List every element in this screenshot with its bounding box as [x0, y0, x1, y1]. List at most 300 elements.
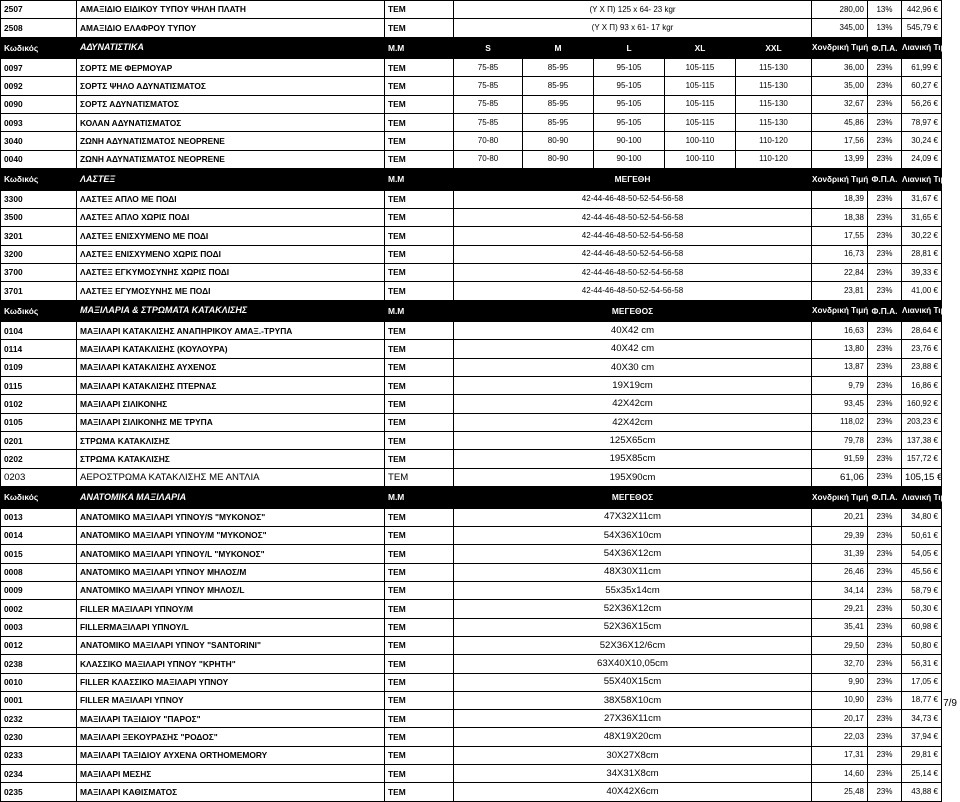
product-size: 195X90cm — [454, 468, 812, 486]
product-unit: TEM — [385, 150, 454, 168]
wholesale-price: 32,70 — [812, 655, 868, 673]
wholesale-price: 23,81 — [812, 282, 868, 300]
product-name: ΣΤΡΩΜΑ ΚΑΤΑΚΛΙΣΗΣ — [77, 450, 385, 468]
product-code: 0230 — [1, 728, 77, 746]
size-range: 85-95 — [523, 77, 594, 95]
size-header: L — [594, 37, 665, 59]
product-unit: TEM — [385, 508, 454, 526]
product-name: ΜΑΞΙΛΑΡΙ ΞΕΚΟΥΡΑΣΗΣ "ΡΟΔΟΣ" — [77, 728, 385, 746]
size-range: 75-85 — [454, 59, 523, 77]
product-row — [1, 673, 942, 691]
wholesale-price: 13,87 — [812, 358, 868, 376]
size-range: 105-115 — [665, 77, 736, 95]
product-size: 40X30 cm — [454, 358, 812, 376]
product-code: 0013 — [1, 508, 77, 526]
product-row — [1, 450, 942, 468]
retail-price: 203,23 € — [902, 413, 942, 431]
vat-rate: 23% — [868, 636, 902, 654]
product-size: 52X36X15cm — [454, 618, 812, 636]
product-name: ΜΑΞΙΛΑΡΙ ΚΑΘΙΣΜΑΤΟΣ — [77, 783, 385, 801]
section-header-row — [1, 37, 942, 59]
product-row — [1, 227, 942, 245]
product-code: 0104 — [1, 322, 77, 340]
product-name: ΜΑΞΙΛΑΡΙ ΚΑΤΑΚΛΙΣΗΣ ΑΝΑΠΗΡΙΚΟΥ ΑΜΑΞ.-ΤΡΥΠΑ — [77, 322, 385, 340]
product-code: 0102 — [1, 395, 77, 413]
retail-price: 56,26 € — [902, 95, 942, 113]
product-row — [1, 59, 942, 77]
retail-price: 50,80 € — [902, 636, 942, 654]
retail-price: 39,33 € — [902, 263, 942, 281]
product-size: 30X27X8cm — [454, 746, 812, 764]
product-unit: TEM — [385, 377, 454, 395]
wholesale-price: 13,80 — [812, 340, 868, 358]
size-range: 90-100 — [594, 132, 665, 150]
wholesale-price: 9,90 — [812, 673, 868, 691]
product-code: 0093 — [1, 114, 77, 132]
code-header: Κωδικός — [1, 300, 77, 322]
product-size: 52X36X12/6cm — [454, 636, 812, 654]
size-range: 115-130 — [736, 59, 812, 77]
retail-price: 60,27 € — [902, 77, 942, 95]
unit-header: M.M — [385, 37, 454, 59]
wholesale-header: Χονδρική Τιμή — [812, 37, 868, 59]
code-header: Κωδικός — [1, 169, 77, 191]
product-unit: TEM — [385, 395, 454, 413]
product-row — [1, 526, 942, 544]
product-unit: TEM — [385, 95, 454, 113]
vat-rate: 23% — [868, 728, 902, 746]
product-name: ΚΛΑΣΣΙΚΟ ΜΑΞΙΛΑΡΙ ΥΠΝΟΥ "ΚΡΗΤΗ" — [77, 655, 385, 673]
retail-price: 41,00 € — [902, 282, 942, 300]
product-size: 48X19X20cm — [454, 728, 812, 746]
vat-rate: 23% — [868, 95, 902, 113]
retail-price: 58,79 € — [902, 581, 942, 599]
vat-rate: 23% — [868, 563, 902, 581]
retail-price: 137,38 € — [902, 432, 942, 450]
product-unit: TEM — [385, 322, 454, 340]
product-row — [1, 468, 942, 486]
vat-rate: 23% — [868, 432, 902, 450]
size-header: S — [454, 37, 523, 59]
product-name: ΑΝΑΤΟΜΙΚΟ ΜΑΞΙΛΑΡΙ ΥΠΝΟΥ/Μ "ΜΥΚΟΝΟΣ" — [77, 526, 385, 544]
size-range: 70-80 — [454, 150, 523, 168]
product-row — [1, 395, 942, 413]
vat-rate: 23% — [868, 526, 902, 544]
wholesale-price: 280,00 — [812, 1, 868, 19]
product-name: ΑΜΑΞΙΔΙΟ ΕΙΔΙΚΟΥ ΤΥΠΟΥ ΨΗΛΗ ΠΛΑΤΗ — [77, 1, 385, 19]
size-range: 115-130 — [736, 77, 812, 95]
product-unit: TEM — [385, 636, 454, 654]
page-number: 7/9 — [943, 698, 957, 709]
product-size: (Υ Χ Π) 125 x 64- 23 kgr — [454, 1, 812, 19]
vat-rate: 13% — [868, 1, 902, 19]
product-row — [1, 618, 942, 636]
retail-price: 17,05 € — [902, 673, 942, 691]
product-row — [1, 95, 942, 113]
product-unit: TEM — [385, 190, 454, 208]
vat-rate: 23% — [868, 227, 902, 245]
retail-price: 160,92 € — [902, 395, 942, 413]
vat-rate: 23% — [868, 114, 902, 132]
wholesale-header: Χονδρική Τιμή — [812, 169, 868, 191]
product-unit: TEM — [385, 59, 454, 77]
wholesale-price: 118,02 — [812, 413, 868, 431]
product-unit: TEM — [385, 581, 454, 599]
wholesale-price: 35,00 — [812, 77, 868, 95]
wholesale-price: 35,41 — [812, 618, 868, 636]
vat-rate: 23% — [868, 673, 902, 691]
code-header: Κωδικός — [1, 37, 77, 59]
size-range: 85-95 — [523, 95, 594, 113]
product-row — [1, 19, 942, 37]
product-code: 0233 — [1, 746, 77, 764]
wholesale-price: 14,60 — [812, 765, 868, 783]
size-header: ΜΕΓΕΘΗ — [454, 169, 812, 191]
wholesale-price: 45,86 — [812, 114, 868, 132]
wholesale-price: 9,79 — [812, 377, 868, 395]
retail-price: 18,77 € — [902, 691, 942, 709]
product-code: 3201 — [1, 227, 77, 245]
product-code: 0115 — [1, 377, 77, 395]
product-size: 42-44-46-48-50-52-54-56-58 — [454, 245, 812, 263]
product-size: 42X42cm — [454, 413, 812, 431]
size-range: 115-130 — [736, 114, 812, 132]
product-row — [1, 655, 942, 673]
retail-price: 24,09 € — [902, 150, 942, 168]
product-code: 0201 — [1, 432, 77, 450]
product-code: 3040 — [1, 132, 77, 150]
product-code: 0202 — [1, 450, 77, 468]
product-name: ΣΟΡΤΣ ΑΔΥΝΑΤΙΣΜΑΤΟΣ — [77, 95, 385, 113]
size-range: 90-100 — [594, 150, 665, 168]
product-name: ΑΝΑΤΟΜΙΚΟ ΜΑΞΙΛΑΡΙ ΥΠΝΟΥ/S "ΜΥΚΟΝΟΣ" — [77, 508, 385, 526]
product-unit: TEM — [385, 1, 454, 19]
product-unit: TEM — [385, 114, 454, 132]
product-size: 38X58X10cm — [454, 691, 812, 709]
wholesale-price: 22,84 — [812, 263, 868, 281]
size-range: 95-105 — [594, 77, 665, 95]
product-code: 0234 — [1, 765, 77, 783]
retail-price: 34,80 € — [902, 508, 942, 526]
product-name: ΑΝΑΤΟΜΙΚΟ ΜΑΞΙΛΑΡΙ ΥΠΝΟΥ/L "ΜΥΚΟΝΟΣ" — [77, 545, 385, 563]
product-name: ΜΑΞΙΛΑΡΙ ΜΕΣΗΣ — [77, 765, 385, 783]
product-unit: TEM — [385, 413, 454, 431]
product-size: 42-44-46-48-50-52-54-56-58 — [454, 190, 812, 208]
size-header: M — [523, 37, 594, 59]
product-code: 3200 — [1, 245, 77, 263]
product-name: ΜΑΞΙΛΑΡΙ ΚΑΤΑΚΛΙΣΗΣ ΑΥΧΕΝΟΣ — [77, 358, 385, 376]
wholesale-price: 10,90 — [812, 691, 868, 709]
product-size: 47X32X11cm — [454, 508, 812, 526]
product-code: 0014 — [1, 526, 77, 544]
product-unit: TEM — [385, 710, 454, 728]
wholesale-price: 20,17 — [812, 710, 868, 728]
category-title: ΑΝΑΤΟΜΙΚΑ ΜΑΞΙΛΑΡΙΑ — [77, 487, 385, 509]
vat-rate: 23% — [868, 208, 902, 226]
wholesale-price: 18,39 — [812, 190, 868, 208]
product-code: 0090 — [1, 95, 77, 113]
product-unit: TEM — [385, 691, 454, 709]
size-range: 105-115 — [665, 95, 736, 113]
product-row — [1, 710, 942, 728]
product-unit: TEM — [385, 468, 454, 486]
product-name: FILLER ΚΛΑΣΣΙΚΟ ΜΑΞΙΛΑΡΙ ΥΠΝΟΥ — [77, 673, 385, 691]
product-unit: TEM — [385, 77, 454, 95]
unit-header: M.M — [385, 169, 454, 191]
product-name: ΜΑΞΙΛΑΡΙ ΣΙΛΙΚΟΝΗΣ ΜΕ ΤΡΥΠΑ — [77, 413, 385, 431]
wholesale-price: 25,48 — [812, 783, 868, 801]
vat-rate: 23% — [868, 59, 902, 77]
product-name: ΖΩΝΗ ΑΔΥΝΑΤΙΣΜΑΤΟΣ NEOPRENE — [77, 132, 385, 150]
size-range: 95-105 — [594, 114, 665, 132]
product-code: 0092 — [1, 77, 77, 95]
product-code: 3701 — [1, 282, 77, 300]
retail-price: 157,72 € — [902, 450, 942, 468]
product-name: ΣΟΡΤΣ ΨΗΛΟ ΑΔΥΝΑΤΙΣΜΑΤΟΣ — [77, 77, 385, 95]
vat-rate: 23% — [868, 581, 902, 599]
product-size: 27X36X11cm — [454, 710, 812, 728]
retail-price: 30,24 € — [902, 132, 942, 150]
retail-header: Λιανική Τιμή — [902, 169, 942, 191]
vat-rate: 23% — [868, 282, 902, 300]
wholesale-price: 29,50 — [812, 636, 868, 654]
vat-rate: 23% — [868, 545, 902, 563]
product-name: ΜΑΞΙΛΑΡΙ ΚΑΤΑΚΛΙΣΗΣ (ΚΟΥΛΟΥΡΑ) — [77, 340, 385, 358]
retail-price: 31,67 € — [902, 190, 942, 208]
product-code: 0105 — [1, 413, 77, 431]
product-row — [1, 282, 942, 300]
wholesale-price: 36,00 — [812, 59, 868, 77]
product-code: 2508 — [1, 19, 77, 37]
retail-price: 54,05 € — [902, 545, 942, 563]
product-unit: TEM — [385, 432, 454, 450]
vat-header: Φ.Π.Α. — [868, 487, 902, 509]
section-header-row — [1, 300, 942, 322]
wholesale-price: 17,56 — [812, 132, 868, 150]
product-code: 0001 — [1, 691, 77, 709]
size-range: 75-85 — [454, 114, 523, 132]
category-title: ΑΔΥΝΑΤΙΣΤΙΚΑ — [77, 37, 385, 59]
product-name: ΑΝΑΤΟΜΙΚΟ ΜΑΞΙΛΑΡΙ ΥΠΝΟΥ ΜΗΛΟΣ/L — [77, 581, 385, 599]
vat-rate: 23% — [868, 783, 902, 801]
product-code: 0232 — [1, 710, 77, 728]
vat-rate: 23% — [868, 691, 902, 709]
size-header: XL — [665, 37, 736, 59]
vat-rate: 23% — [868, 468, 902, 486]
product-code: 0010 — [1, 673, 77, 691]
product-row — [1, 114, 942, 132]
product-row — [1, 358, 942, 376]
product-code: 2507 — [1, 1, 77, 19]
size-range: 75-85 — [454, 77, 523, 95]
size-range: 80-90 — [523, 150, 594, 168]
product-name: ΜΑΞΙΛΑΡΙ ΚΑΤΑΚΛΙΣΗΣ ΠΤΕΡΝΑΣ — [77, 377, 385, 395]
product-unit: TEM — [385, 545, 454, 563]
size-range: 110-120 — [736, 150, 812, 168]
product-unit: TEM — [385, 765, 454, 783]
vat-rate: 23% — [868, 413, 902, 431]
retail-price: 545,79 € — [902, 19, 942, 37]
product-row — [1, 340, 942, 358]
product-row — [1, 208, 942, 226]
product-size: 54X36X12cm — [454, 545, 812, 563]
product-code: 0008 — [1, 563, 77, 581]
product-row — [1, 508, 942, 526]
product-row — [1, 581, 942, 599]
size-range: 105-115 — [665, 59, 736, 77]
retail-price: 23,76 € — [902, 340, 942, 358]
vat-rate: 23% — [868, 322, 902, 340]
size-header: ΜΕΓΕΘΟΣ — [454, 487, 812, 509]
vat-header: Φ.Π.Α. — [868, 169, 902, 191]
product-row — [1, 377, 942, 395]
vat-rate: 23% — [868, 710, 902, 728]
product-row — [1, 132, 942, 150]
product-size: 55x35x14cm — [454, 581, 812, 599]
retail-price: 30,22 € — [902, 227, 942, 245]
vat-header: Φ.Π.Α. — [868, 300, 902, 322]
size-range: 85-95 — [523, 114, 594, 132]
product-row — [1, 1, 942, 19]
vat-rate: 23% — [868, 340, 902, 358]
wholesale-price: 26,46 — [812, 563, 868, 581]
product-size: 48X30X11cm — [454, 563, 812, 581]
product-code: 0203 — [1, 468, 77, 486]
product-name: FILLERΜΑΞΙΛΑΡΙ ΥΠΝΟΥ/L — [77, 618, 385, 636]
product-size: 42-44-46-48-50-52-54-56-58 — [454, 282, 812, 300]
product-name: ΑΝΑΤΟΜΙΚΟ ΜΑΞΙΛΑΡΙ ΥΠΝΟΥ "SANTORINI" — [77, 636, 385, 654]
product-code: 0238 — [1, 655, 77, 673]
product-name: ΣΟΡΤΣ ΜΕ ΦΕΡΜΟΥΑΡ — [77, 59, 385, 77]
product-unit: TEM — [385, 282, 454, 300]
wholesale-price: 18,38 — [812, 208, 868, 226]
section-header-row — [1, 169, 942, 191]
product-name: ΛΑΣΤΕΞ ΕΓΚΥΜΟΣΥΝΗΣ ΧΩΡΙΣ ΠΟΔΙ — [77, 263, 385, 281]
product-name: ΣΤΡΩΜΑ ΚΑΤΑΚΛΙΣΗΣ — [77, 432, 385, 450]
wholesale-price: 20,21 — [812, 508, 868, 526]
product-unit: TEM — [385, 600, 454, 618]
vat-rate: 23% — [868, 358, 902, 376]
product-unit: TEM — [385, 208, 454, 226]
retail-price: 43,88 € — [902, 783, 942, 801]
vat-rate: 23% — [868, 765, 902, 783]
size-range: 95-105 — [594, 95, 665, 113]
vat-rate: 23% — [868, 77, 902, 95]
product-size: 42-44-46-48-50-52-54-56-58 — [454, 227, 812, 245]
product-unit: TEM — [385, 783, 454, 801]
size-range: 105-115 — [665, 114, 736, 132]
product-row — [1, 636, 942, 654]
size-range: 95-105 — [594, 59, 665, 77]
product-row — [1, 563, 942, 581]
product-code: 0002 — [1, 600, 77, 618]
product-row — [1, 150, 942, 168]
retail-header: Λιανική Τιμή — [902, 300, 942, 322]
product-name: ΛΑΣΤΕΞ ΑΠΛΟ ΧΩΡΙΣ ΠΟΔΙ — [77, 208, 385, 226]
unit-header: M.M — [385, 487, 454, 509]
product-size: 40X42 cm — [454, 340, 812, 358]
product-row — [1, 322, 942, 340]
size-range: 75-85 — [454, 95, 523, 113]
product-row — [1, 77, 942, 95]
vat-rate: 23% — [868, 618, 902, 636]
wholesale-price: 29,21 — [812, 600, 868, 618]
retail-price: 60,98 € — [902, 618, 942, 636]
product-name: ΑΝΑΤΟΜΙΚΟ ΜΑΞΙΛΑΡΙ ΥΠΝΟΥ ΜΗΛΟΣ/Μ — [77, 563, 385, 581]
product-code: 0235 — [1, 783, 77, 801]
product-size: 34X31X8cm — [454, 765, 812, 783]
vat-rate: 23% — [868, 377, 902, 395]
product-unit: TEM — [385, 728, 454, 746]
product-unit: TEM — [385, 132, 454, 150]
product-row — [1, 600, 942, 618]
size-range: 80-90 — [523, 132, 594, 150]
wholesale-price: 91,59 — [812, 450, 868, 468]
product-size: 52X36X12cm — [454, 600, 812, 618]
product-name: FILLER ΜΑΞΙΛΑΡΙ ΥΠΝΟΥ — [77, 691, 385, 709]
product-size: 19X19cm — [454, 377, 812, 395]
product-unit: TEM — [385, 245, 454, 263]
retail-price: 28,81 € — [902, 245, 942, 263]
wholesale-price: 16,63 — [812, 322, 868, 340]
product-code: 0109 — [1, 358, 77, 376]
product-name: ΑΕΡΟΣΤΡΩΜΑ ΚΑΤΑΚΛΙΣΗΣ ΜΕ ΑΝΤΛΙΑ — [77, 468, 385, 486]
retail-price: 34,73 € — [902, 710, 942, 728]
wholesale-price: 79,78 — [812, 432, 868, 450]
product-code: 0015 — [1, 545, 77, 563]
retail-price: 16,86 € — [902, 377, 942, 395]
product-size: 42-44-46-48-50-52-54-56-58 — [454, 208, 812, 226]
product-unit: TEM — [385, 673, 454, 691]
vat-header: Φ.Π.Α. — [868, 37, 902, 59]
product-code: 0114 — [1, 340, 77, 358]
retail-price: 56,31 € — [902, 655, 942, 673]
vat-rate: 23% — [868, 245, 902, 263]
vat-rate: 23% — [868, 150, 902, 168]
size-header: ΜΕΓΕΘΟΣ — [454, 300, 812, 322]
product-unit: TEM — [385, 618, 454, 636]
wholesale-price: 22,03 — [812, 728, 868, 746]
wholesale-header: Χονδρική Τιμή — [812, 300, 868, 322]
product-unit: TEM — [385, 358, 454, 376]
retail-price: 61,99 € — [902, 59, 942, 77]
unit-header: M.M — [385, 300, 454, 322]
product-size: 42-44-46-48-50-52-54-56-58 — [454, 263, 812, 281]
product-unit: TEM — [385, 263, 454, 281]
product-size: 54X36X10cm — [454, 526, 812, 544]
wholesale-price: 17,31 — [812, 746, 868, 764]
retail-header: Λιανική Τιμή — [902, 37, 942, 59]
wholesale-price: 61,06 — [812, 468, 868, 486]
section-header-row — [1, 487, 942, 509]
product-unit: TEM — [385, 340, 454, 358]
product-row — [1, 413, 942, 431]
product-code: 3700 — [1, 263, 77, 281]
product-size: 63X40X10,05cm — [454, 655, 812, 673]
product-size: 40X42 cm — [454, 322, 812, 340]
product-code: 0012 — [1, 636, 77, 654]
vat-rate: 23% — [868, 655, 902, 673]
product-size: 40X42X6cm — [454, 783, 812, 801]
product-unit: TEM — [385, 227, 454, 245]
vat-rate: 23% — [868, 508, 902, 526]
product-code: 3500 — [1, 208, 77, 226]
product-row — [1, 765, 942, 783]
product-name: FILLER ΜΑΞΙΛΑΡΙ ΥΠΝΟΥ/Μ — [77, 600, 385, 618]
retail-price: 29,81 € — [902, 746, 942, 764]
retail-price: 105,15 € — [902, 468, 942, 486]
retail-price: 442,96 € — [902, 1, 942, 19]
